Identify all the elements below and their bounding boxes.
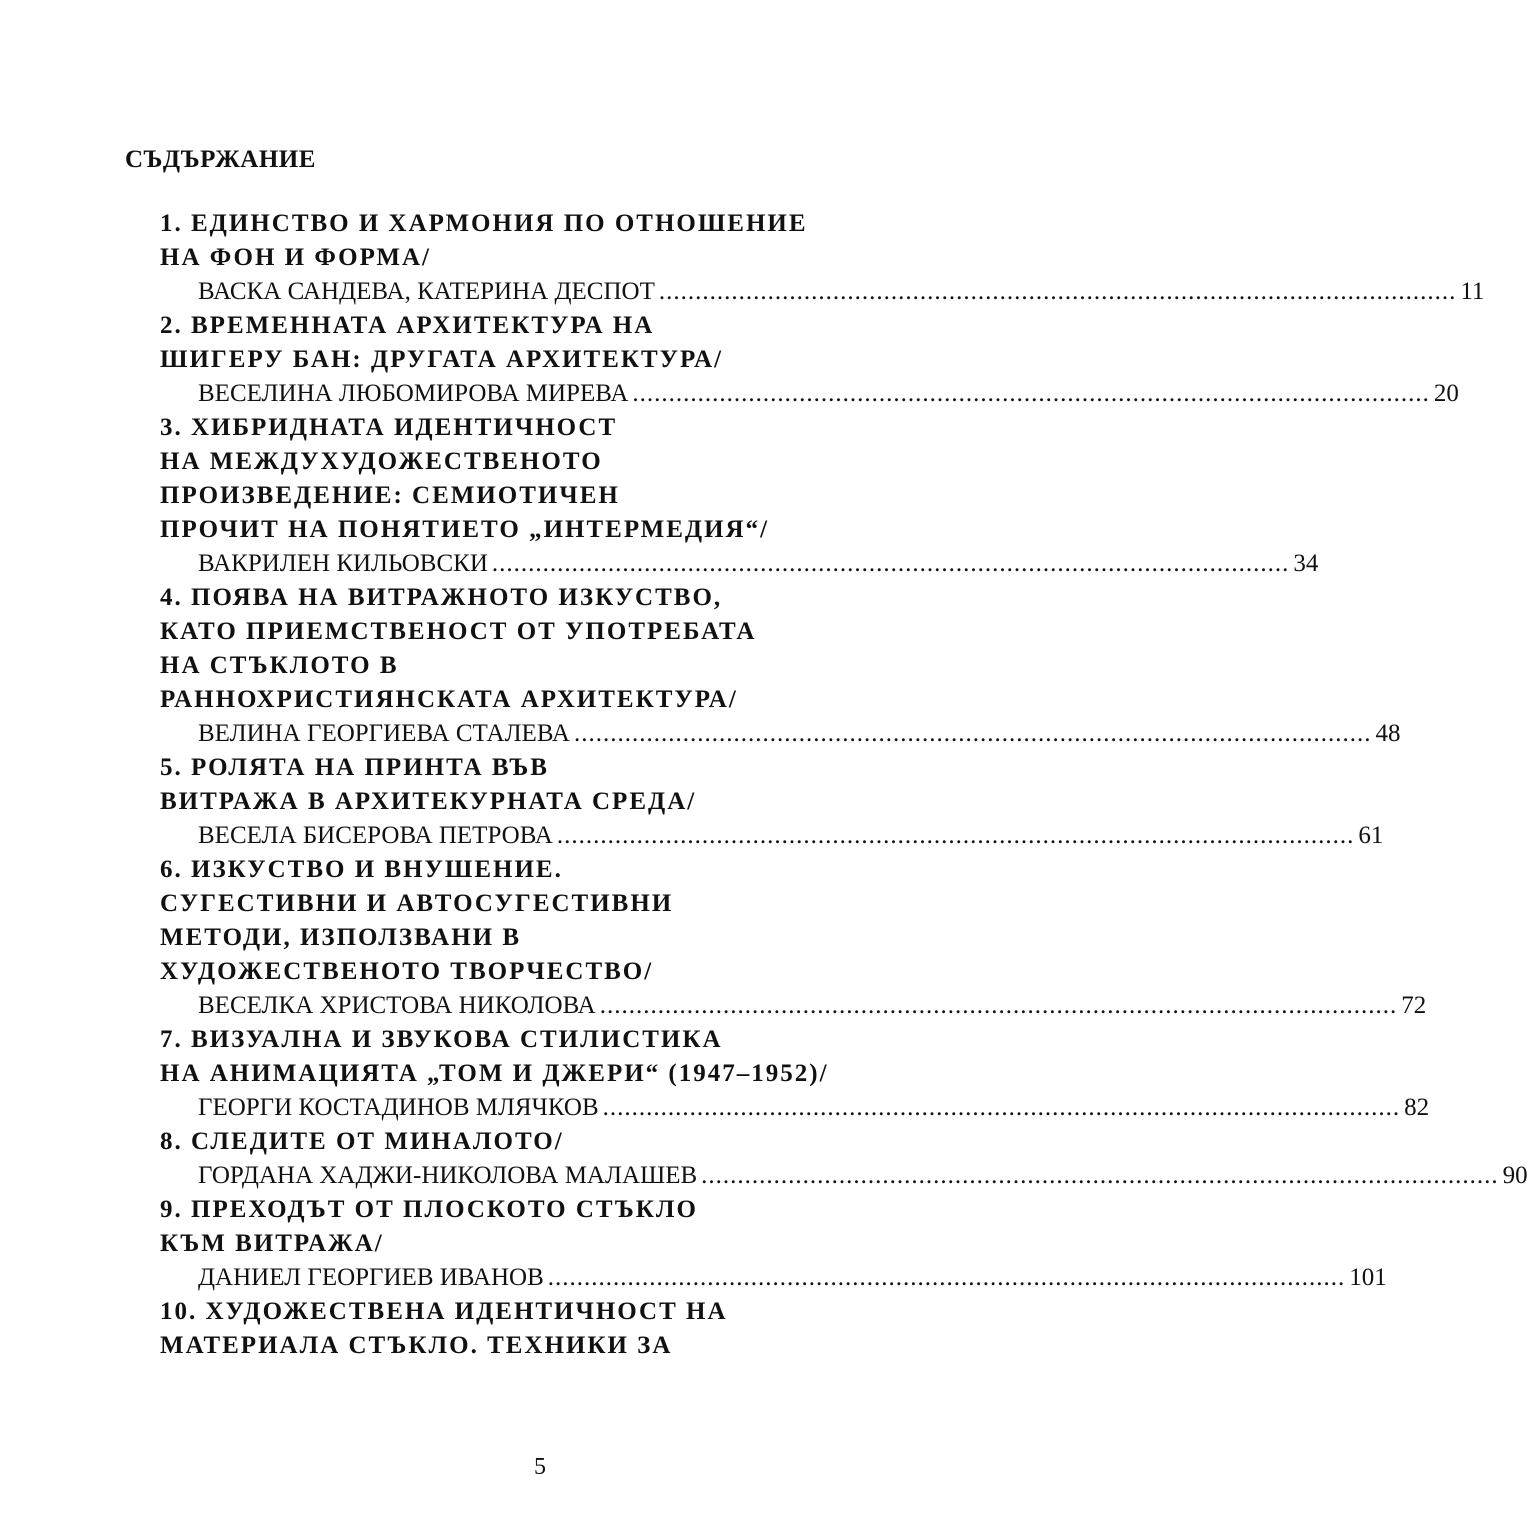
entry-page-number: 90 (1502, 1162, 1528, 1189)
toc-entry (160, 1295, 896, 1363)
entry-page-number: 101 (1349, 1264, 1387, 1291)
entry-title-line: 7. ВИЗУАЛНА И ЗВУКОВА СТИЛИСТИКА (160, 1026, 723, 1053)
entry-author: ВЕСЕЛИНА ЛЮБОМИРОВА МИРЕВА (198, 380, 629, 407)
toc-entry (160, 1125, 1528, 1193)
entry-author: ГЕОРГИ КОСТАДИНОВ МЛЯЧКОВ (198, 1094, 599, 1121)
entry-title-line: 3. ХИБРИДНАТА ИДЕНТИЧНОСТ (160, 414, 618, 441)
entry-author-line (160, 717, 1401, 751)
entry-title-line: 5. РОЛЯТА НА ПРИНТА ВЪВ (160, 754, 549, 781)
entry-page-number: 11 (1460, 278, 1485, 305)
entry-title-line: 10. ХУДОЖЕСТВЕНА ИДЕНТИЧНОСТ НА (160, 1298, 728, 1325)
entry-title-line: КАТО ПРИЕМСТВЕНОСТ ОТ УПОТРЕБАТА (160, 618, 757, 645)
entry-title-line: ПРОИЗВЕДЕНИЕ: СЕМИОТИЧЕН (160, 482, 620, 509)
entry-title-line: 8. СЛЕДИТЕ ОТ МИНАЛОТО/ (160, 1128, 564, 1155)
entry-author: ВЕСЕЛА БИСЕРОВА ПЕТРОВА (198, 822, 553, 849)
entry-title-line: НА ФОН И ФОРМА/ (160, 244, 431, 271)
dot-leader: .............................................................................................................. (556, 822, 1355, 849)
dot-leader: .............................................................................................................. (599, 992, 1398, 1019)
entry-page-number: 20 (1433, 380, 1459, 407)
page-number: 5 (534, 1454, 546, 1480)
entry-title-line: НА АНИМАЦИЯТА „ТОМ И ДЖЕРИ“ (1947–1952)/ (160, 1060, 829, 1087)
dot-leader: .............................................................................................................. (658, 278, 1457, 305)
toc-entry (160, 1193, 1387, 1295)
entry-title-line: ХУДОЖЕСТВЕНОТО ТВОРЧЕСТВО/ (160, 958, 654, 985)
entry-title-line: ВИТРАЖА В АРХИТЕКУРНАТА СРЕДА/ (160, 788, 697, 815)
entry-title-line: МЕТОДИ, ИЗПОЛЗВАНИ В (160, 924, 522, 951)
entry-author-line (160, 819, 1384, 853)
entry-author-line (160, 1261, 1387, 1295)
entry-author: ВЕСЕЛКА ХРИСТОВА НИКОЛОВА (198, 992, 596, 1019)
toc-entry (160, 309, 1459, 411)
entry-title-line: РАННОХРИСТИЯНСКАТА АРХИТЕКТУРА/ (160, 686, 738, 713)
dot-leader: .............................................................................................................. (602, 1094, 1401, 1121)
dot-leader: .............................................................................................................. (574, 720, 1372, 747)
entry-title-line: 4. ПОЯВА НА ВИТРАЖНОТО ИЗКУСТВО, (160, 584, 723, 611)
toc-entry (160, 411, 1319, 581)
entry-page-number: 61 (1358, 822, 1384, 849)
entry-title-line: ШИГЕРУ БАН: ДРУГАТА АРХИТЕКТУРА/ (160, 346, 724, 373)
entry-author-line (160, 377, 1459, 411)
dot-leader: .............................................................................................................. (491, 550, 1290, 577)
entry-title-line: МАТЕРИАЛА СТЪКЛО. ТЕХНИКИ ЗА (160, 1332, 673, 1359)
toc-entry (160, 207, 1485, 309)
entry-page-number: 34 (1293, 550, 1319, 577)
entry-page-number: 82 (1404, 1094, 1430, 1121)
entry-author: ВАКРИЛЕН КИЛЬОВСКИ (198, 550, 488, 577)
entry-page-number: 48 (1375, 720, 1401, 747)
toc-entry (160, 751, 1384, 853)
entry-title-line: 9. ПРЕХОДЪТ ОТ ПЛОСКОТО СТЪКЛО (160, 1196, 698, 1223)
entry-title-line: КЪМ ВИТРАЖА/ (160, 1230, 384, 1257)
table-of-contents (160, 207, 1528, 1363)
entry-title-line: НА МЕЖДУХУДОЖЕСТВЕНОТО (160, 448, 603, 475)
entry-author: ДАНИЕЛ ГЕОРГИЕВ ИВАНОВ (198, 1264, 544, 1291)
entry-title-line: СУГЕСТИВНИ И АВТОСУГЕСТИВНИ (160, 890, 674, 917)
entry-author-line (160, 547, 1319, 581)
entry-author: ВАСКА САНДЕВА, КАТЕРИНА ДЕСПОТ (198, 278, 655, 305)
dot-leader: .............................................................................................................. (547, 1264, 1346, 1291)
entry-author-line (160, 989, 1427, 1023)
entry-title-line: 2. ВРЕМЕННАТА АРХИТЕКТУРА НА (160, 312, 655, 339)
entry-author-line (160, 275, 1485, 309)
entry-title-line: 1. ЕДИНСТВО И ХАРМОНИЯ ПО ОТНОШЕНИЕ (160, 210, 808, 237)
entry-author: ВЕЛИНА ГЕОРГИЕВА СТАЛЕВА (198, 720, 570, 747)
entry-title-line: ПРОЧИТ НА ПОНЯТИЕТО „ИНТЕРМЕДИЯ“/ (160, 516, 770, 543)
dot-leader: .............................................................................................................. (701, 1162, 1499, 1189)
entry-author: ГОРДАНА ХАДЖИ-НИКОЛОВА МАЛАШЕВ (198, 1162, 698, 1189)
entry-author-line (160, 1091, 1430, 1125)
entry-title-line: 6. ИЗКУСТВО И ВНУШЕНИЕ. (160, 856, 563, 883)
dot-leader: .............................................................................................................. (632, 380, 1430, 407)
entry-author-line (160, 1159, 1528, 1193)
toc-entry (160, 853, 1427, 1023)
toc-entry (160, 1023, 1430, 1125)
entry-title-line: НА СТЪКЛОТО В (160, 652, 399, 679)
toc-entry (160, 581, 1401, 751)
entry-page-number: 72 (1401, 992, 1427, 1019)
page-title: СЪДЪРЖАНИЕ (125, 146, 316, 173)
